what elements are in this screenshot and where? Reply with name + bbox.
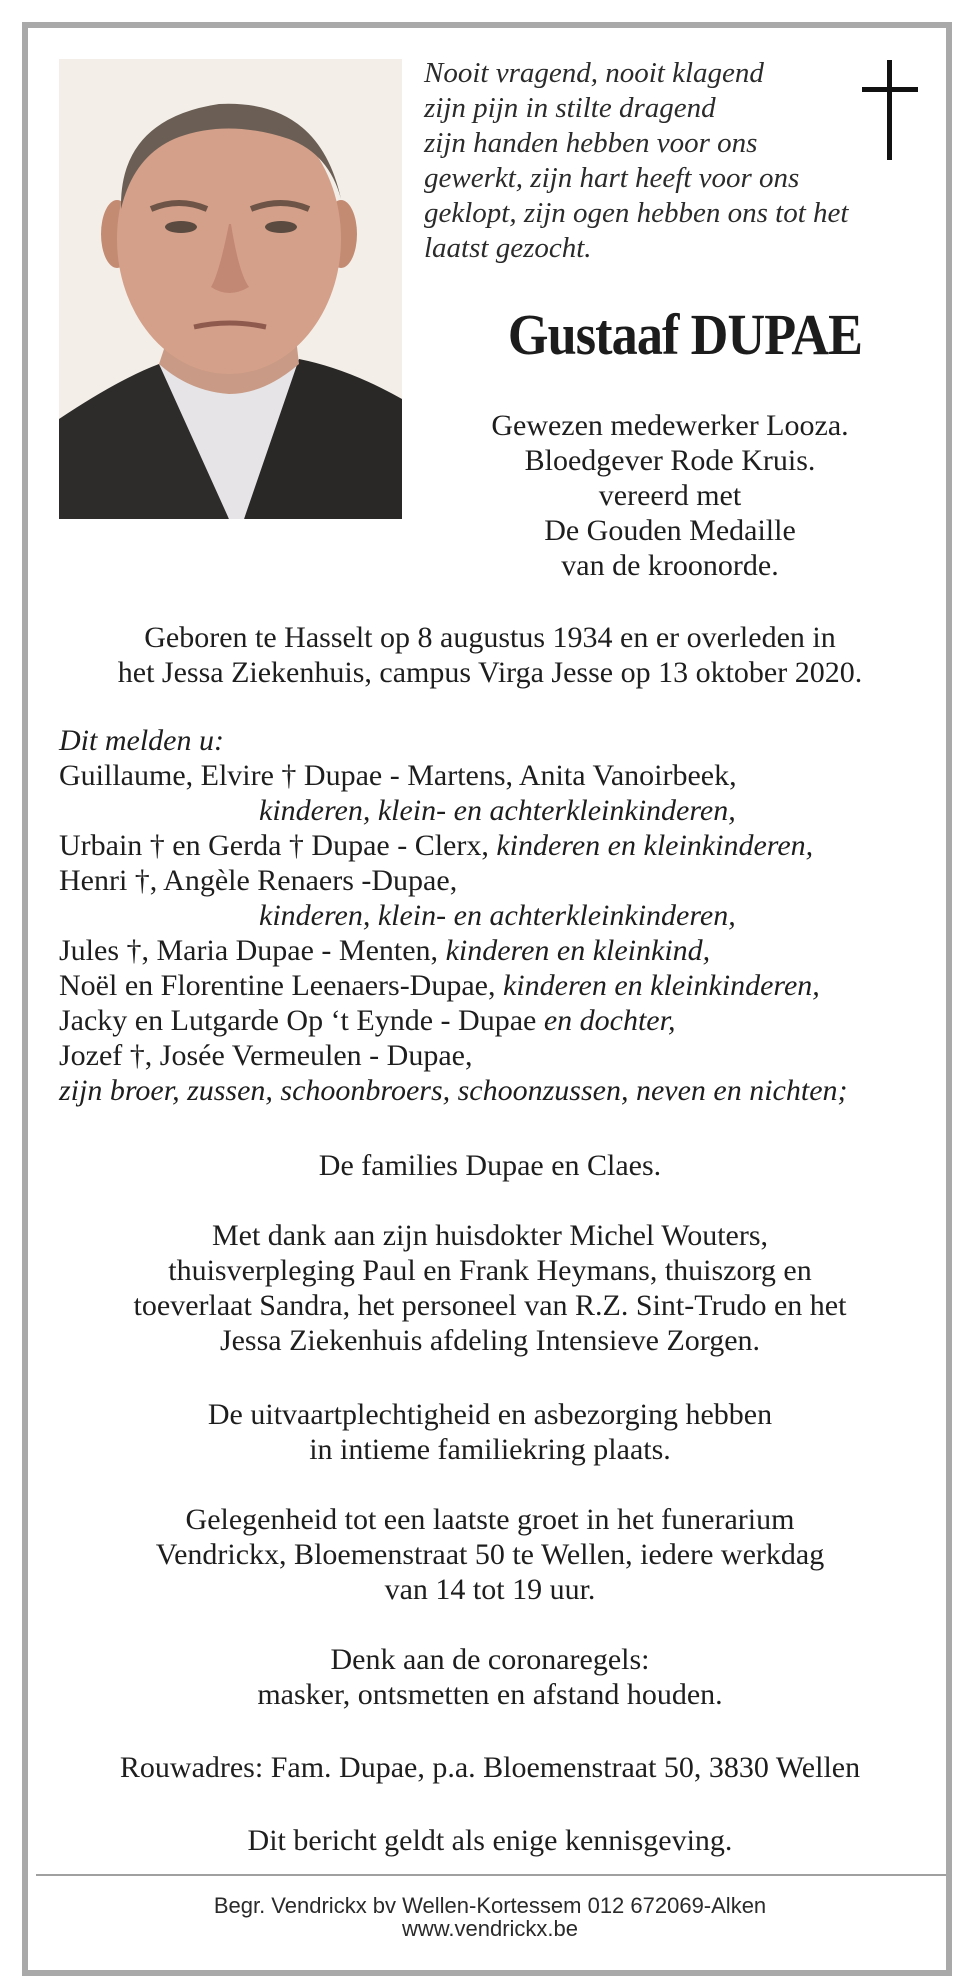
farewell-line: Vendrickx, Bloemenstraat 50 te Wellen, iedere werkdag bbox=[155, 1538, 825, 1571]
notice-line: Dit bericht geldt als enige kennisgeving. bbox=[247, 1824, 733, 1857]
born-line: Geboren te Hasselt op 8 augustus 1934 en er overleden in bbox=[144, 621, 836, 654]
poem-line: zijn pijn in stilte dragend bbox=[424, 92, 716, 124]
funeral-line: in intieme familiekring plaats. bbox=[309, 1433, 671, 1466]
family-member: Urbain † en Gerda † Dupae - Clerx, bbox=[59, 829, 497, 862]
family-note: kinderen, klein- en achterkleinkinderen, bbox=[259, 794, 736, 827]
family-row bbox=[59, 898, 939, 933]
poem-line: gewerkt, zijn hart heeft voor ons bbox=[424, 162, 800, 194]
family-note: kinderen en kleinkinderen, bbox=[502, 969, 820, 1002]
thanks-line: Jessa Ziekenhuis afdeling Intensieve Zorgen. bbox=[219, 1324, 761, 1357]
title-line: De Gouden Medaille bbox=[544, 514, 796, 547]
deceased-name: Gustaaf DUPAE bbox=[507, 302, 863, 367]
birth-death-text bbox=[40, 620, 940, 690]
footer-line: Begr. Vendrickx bv Wellen-Kortessem 012 672069-Alken bbox=[213, 1893, 767, 1918]
family-note: kinderen en kleinkind, bbox=[445, 934, 711, 967]
family-member: Guillaume, Elvire † Dupae - Martens, Anita Vanoirbeek, bbox=[59, 759, 737, 792]
cross-icon bbox=[860, 60, 920, 160]
family-member: Noël en Florentine Leenaers-Dupae, bbox=[59, 969, 503, 1002]
thanks-text bbox=[40, 1218, 940, 1358]
born-line: het Jessa Ziekenhuis, campus Virga Jesse op 13 oktober 2020. bbox=[117, 656, 863, 689]
family-closing: zijn broer, zussen, schoonbroers, schoonzussen, neven en nichten; bbox=[59, 1074, 848, 1107]
poem-line: Nooit vragend, nooit klagend bbox=[424, 57, 764, 89]
corona-text bbox=[40, 1642, 940, 1712]
family-row bbox=[59, 828, 939, 863]
poem bbox=[424, 56, 894, 266]
family-note: kinderen en kleinkinderen, bbox=[496, 829, 814, 862]
family-list bbox=[59, 723, 939, 1108]
portrait-photo bbox=[59, 59, 402, 519]
funeral-text bbox=[40, 1397, 940, 1467]
mourning-address: Rouwadres: Fam. Dupae, p.a. Bloemenstraat 50, 3830 Wellen bbox=[119, 1751, 861, 1784]
thanks-line: toeverlaat Sandra, het personeel van R.Z. Sint-Trudo en het bbox=[133, 1289, 847, 1322]
farewell-text bbox=[40, 1502, 940, 1607]
family-intro: Dit melden u: bbox=[59, 724, 224, 757]
corona-line: masker, ontsmetten en afstand houden. bbox=[257, 1678, 723, 1711]
poem-line: geklopt, zijn ogen hebben ons tot het bbox=[424, 197, 849, 229]
family-row bbox=[59, 968, 939, 1003]
family-row bbox=[59, 933, 939, 968]
farewell-line: Gelegenheid tot een laatste groet in het funerarium bbox=[185, 1503, 795, 1536]
family-member: Jules †, Maria Dupae - Menten, bbox=[59, 934, 446, 967]
farewell-line: van 14 tot 19 uur. bbox=[384, 1573, 596, 1606]
footer bbox=[40, 1894, 940, 1940]
corona-line: Denk aan de coronaregels: bbox=[330, 1643, 650, 1676]
title-line: Gewezen medewerker Looza. bbox=[491, 409, 849, 442]
family-row bbox=[59, 758, 939, 793]
family-row bbox=[59, 793, 939, 828]
family-note: kinderen, klein- en achterkleinkinderen, bbox=[259, 899, 736, 932]
title-line: van de kroonorde. bbox=[561, 549, 779, 582]
poem-line: zijn handen hebben voor ons bbox=[424, 127, 758, 159]
family-member: Henri †, Angèle Renaers -Dupae, bbox=[59, 864, 458, 897]
title-line: vereerd met bbox=[598, 479, 742, 512]
titles bbox=[420, 408, 920, 583]
family-member: Jacky en Lutgarde Op ‘t Eynde - Dupae bbox=[59, 1004, 544, 1037]
family-row bbox=[59, 1003, 939, 1038]
thanks-line: Met dank aan zijn huisdokter Michel Wouters, bbox=[211, 1219, 769, 1252]
footer-divider bbox=[36, 1874, 946, 1876]
family-row bbox=[59, 863, 939, 898]
thanks-line: thuisverpleging Paul en Frank Heymans, thuiszorg en bbox=[168, 1254, 812, 1287]
footer-website: www.vendrickx.be bbox=[401, 1916, 579, 1941]
family-row bbox=[59, 1038, 939, 1073]
funeral-line: De uitvaartplechtigheid en asbezorging hebben bbox=[207, 1398, 773, 1431]
poem-line: laatst gezocht. bbox=[424, 232, 592, 264]
title-line: Bloedgever Rode Kruis. bbox=[524, 444, 816, 477]
family-note: en dochter, bbox=[543, 1004, 676, 1037]
families-line: De families Dupae en Claes. bbox=[318, 1149, 662, 1182]
family-member: Jozef †, Josée Vermeulen - Dupae, bbox=[59, 1039, 473, 1072]
